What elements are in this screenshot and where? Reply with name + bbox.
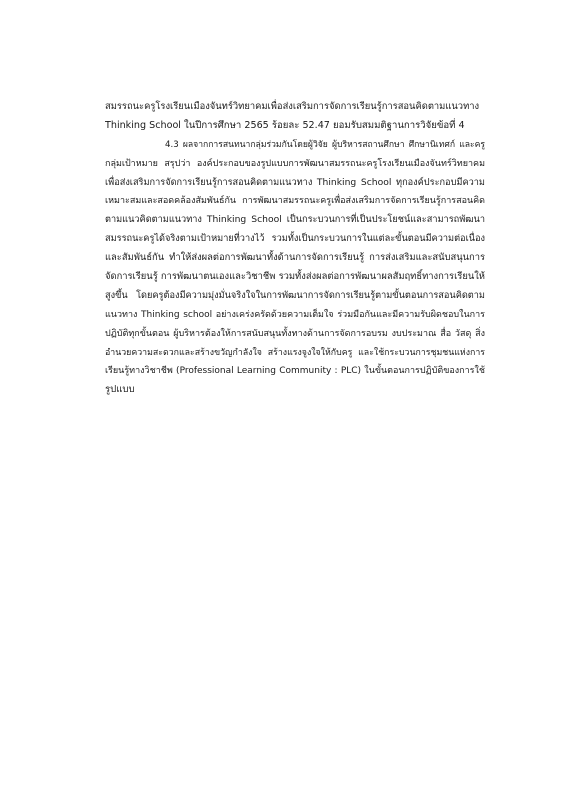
text-line: ตามแนวคิดตามแนวทาง Thinking School เป็นกระบวนการที่เป็นประโยชน์และสามารถพัฒนา (105, 214, 485, 226)
text-line: Thinking School ในปีการศึกษา 2565 ร้อยละ 52.47 ยอมรับสมมติฐานการวิจัยข้อที่ 4 (105, 119, 465, 131)
text-line: แนวทาง Thinking school อย่างเคร่งครัดด้วยความเต็มใจ ร่วมมือกันและมีความรับผิดชอบในการ (105, 309, 485, 320)
paragraph-1 (105, 98, 485, 136)
text-line: กลุ่มเป้าหมาย สรุปว่า องค์ประกอบของรูปแบบการพัฒนาสมรรถนะครูโรงเรียนเมืองจันทร์วิทยาคม (105, 158, 485, 169)
text-line: ปฏิบัติทุกขั้นตอน ผู้บริหารต้องให้การสนับสนุนทั้งทางด้านการจัดการอบรม งบประมาณ สื่อ วัสดุ สิ่ง (105, 328, 485, 339)
text-line: อำนวยความสะดวกและสร้างขวัญกำลังใจ สร้างแรงจูงใจให้กับครู และใช้กระบวนการชุมชนแห่งการ (105, 347, 485, 358)
text-line: จัดการเรียนรู้ การพัฒนาตนเองและวิชาชีพ รวมทั้งส่งผลต่อการพัฒนาผลสัมฤทธิ์ทางการเรียนให้ (105, 271, 485, 283)
text-line: เรียนรู้ทางวิชาชีพ (Professional Learning Community : PLC) ในขั้นตอนการปฏิบัติของการใช้ (105, 366, 485, 377)
text-line: เพื่อส่งเสริมการจัดการเรียนรู้การสอนคิดตามแนวทาง Thinking School ทุกองค์ประกอบมีความ (105, 176, 485, 188)
text-line: เหมาะสมและสอดคล้องสัมพันธ์กัน การพัฒนาสมรรถนะครูเพื่อส่งเสริมการจัดการเรียนรู้การสอนคิด (105, 196, 485, 207)
text-line: รูปแบบ (105, 384, 135, 396)
text-line: และสัมพันธ์กัน ทำให้ส่งผลต่อการพัฒนาทั้งด้านการจัดการเรียนรู้ การส่งเสริมและสนับสนุนการ (105, 252, 485, 264)
text-line: 4.3 ผลจากการสนทนากลุ่มร่วมกันโดยผู้วิจัย ผู้บริหารสถานศึกษา ศึกษานิเทศก์ และครู (165, 139, 485, 150)
text-line: สมรรถนะครูได้จริงตามเป้าหมายที่วางไว้ รวมทั้งเป็นกระบวนการในแต่ละขั้นตอนมีความต่อเนื่อง (105, 233, 485, 245)
body-text (105, 98, 485, 400)
text-line: สมรรถนะครูโรงเรียนเมืองจันทร์วิทยาคมเพื่อส่งเสริมการจัดการเรียนรู้การสอนคิดตามแนวทาง (105, 101, 480, 112)
text-line: สูงขึ้น โดยครูต้องมีความมุ่งมั่นจริงใจในการพัฒนาการจัดการเรียนรู้ตามขั้นตอนการสอนคิดตาม (105, 289, 485, 301)
paragraph-2 (105, 136, 485, 400)
